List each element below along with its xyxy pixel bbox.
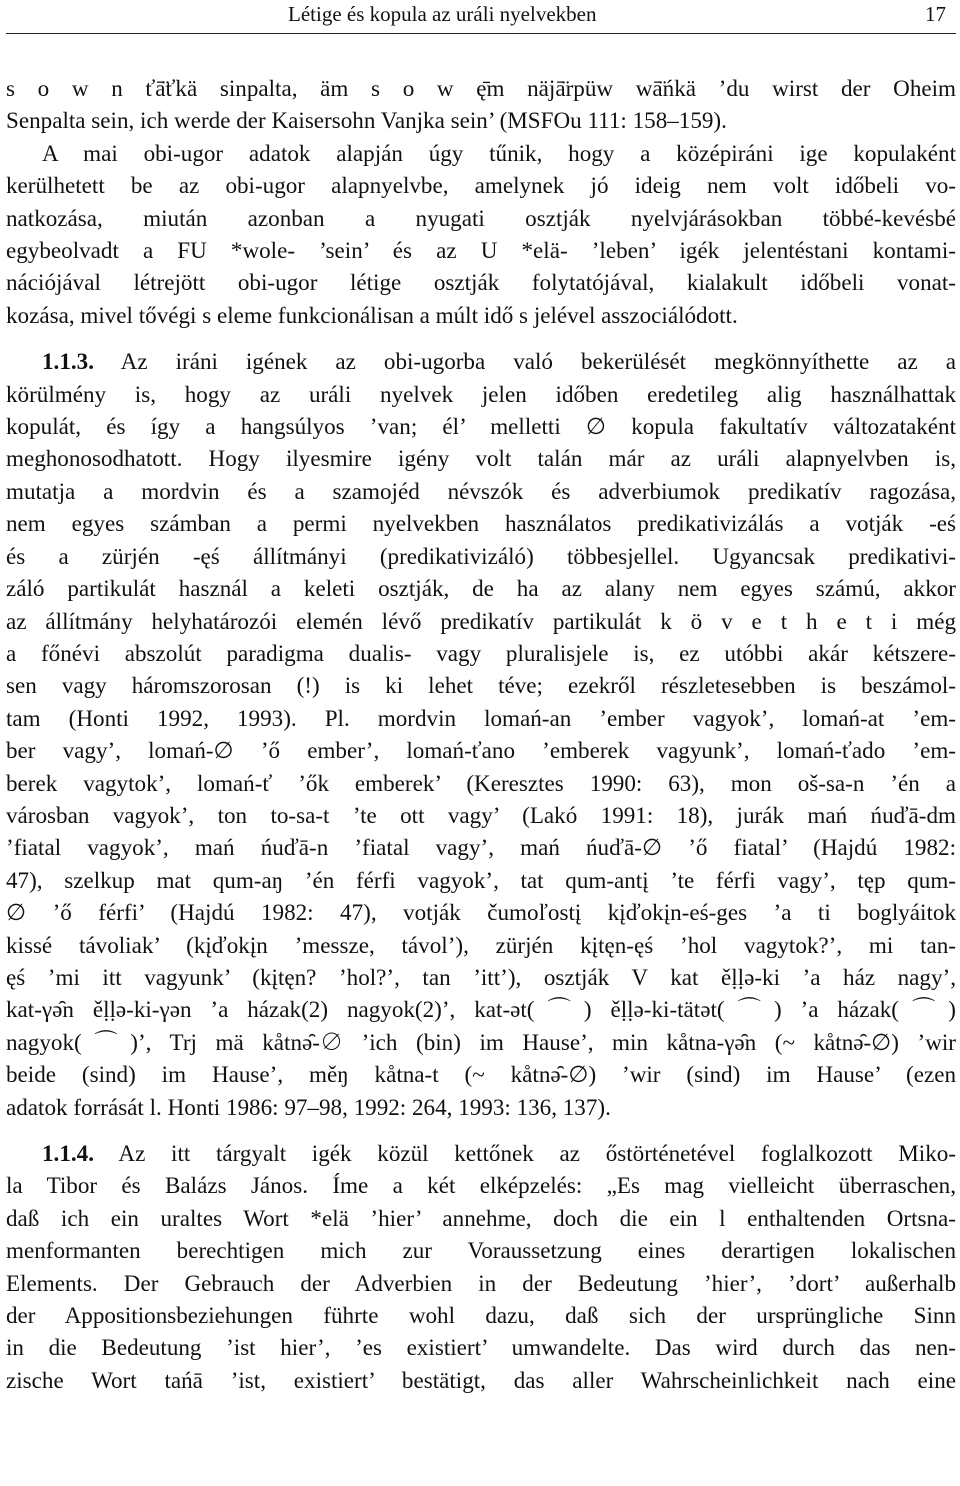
text-line: a főnévi abszolút paradigma dualis- vagy pluralisjele is, ez utóbbi akár kétszere-: [6, 639, 956, 666]
text-line: 47), szelkup mat qum-aŋ ’én férfi vagyok’, tat qum-antį ’te férfi vagy’, tęp qum-: [6, 866, 956, 893]
text-line: ∅ ’ő férfi’ (Hajdú 1982: 47), votják čumoľostį kįďokįn-eś-ges ’a ti boglyáitok: [6, 899, 956, 926]
text-line: ęś ’mi itt vagyunk’ (kįtęn? ’hol?’, tan ’itt’), osztják V kat ěḷḷə-ki ’a ház nagy’,: [6, 963, 956, 990]
text-line: zische Wort tańā ’ist, existiert’ bestätigt, das aller Wahrscheinlichkeit nach eine: [6, 1366, 956, 1393]
text-line: menformanten berechtigen mich zur Voraussetzung eines derartigen lokalischen: [6, 1237, 956, 1264]
text-line: kissé távoliak’ (kįďokįn ’messze, távol’), zürjén kįtęn-ęś ’hol vagytok?’, mi tan-: [6, 931, 956, 958]
text-line: meghonosodhatott. Hogy ilyesmire igény volt talán már az uráli alapnyelvben is,: [6, 445, 956, 472]
text-span: Az iráni igének az obi-ugorba való bekerülését megkönnyíthette az a: [93, 348, 956, 375]
text-line: kerülhetett be az obi-ugor alapnyelvbe, amelynek jó ideig nem volt időbeli vo-: [6, 172, 956, 199]
text-line: tam (Honti 1992, 1993). Pl. mordvin lomań-an ’ember vagyok’, lomań-at ’em-: [6, 704, 956, 731]
section-number: 1.1.4.: [42, 1140, 94, 1166]
text-line: nációjával létrejött obi-ugor létige osztják folytatójával, kialakult időbeli vonat-: [6, 269, 956, 296]
text-span: Az itt tárgyalt igék közül kettőnek az őstörténetével foglalkozott Miko-: [93, 1140, 956, 1166]
section-number: 1.1.3.: [42, 348, 94, 375]
text-line: az állítmány helyhatározói elemén lévő predikatív partikulát k ö v e t h e t i még: [6, 607, 956, 634]
text-line: beide (sind) im Hause’, měŋ kåtna-t (~ kåtnə̑-∅) ’wir (sind) im Hause’ (ezen: [6, 1061, 956, 1088]
paragraph-first-line: A mai obi-ugor adatok alapján úgy tűnik, hogy a középiráni ige kopulaként: [42, 139, 956, 166]
text-line: egybeolvadt a FU *wole- ’sein’ és az U *elä- ’leben’ igék jelentéstani kontami-: [6, 237, 956, 264]
text-line: városban vagyok’, ton to-sa-t ’te ott vagy’ (Lakó 1991: 18), jurák mań ńuďā-dm: [6, 801, 956, 828]
running-header: [6, 0, 956, 34]
text-line: kozása, mivel tővégi s eleme funkcionálisan a múlt idő s jelével asszociálódott.: [6, 301, 738, 328]
text-line: nem egyes számban a permi nyelvekben használatos predikativizálás a votják -eś: [6, 510, 956, 537]
text-line: záló partikulát használ a keleti osztják, de ha az alany nem egyes számú, akkor: [6, 575, 956, 602]
text-line: mutatja a mordvin és a szamojéd névszók és adverbiumok predikatív ragozása,: [6, 477, 956, 504]
text-line: ber vagy’, lomań-∅ ’ő ember’, lomań-ťano ’emberek vagyunk’, lomań-ťado ’em-: [6, 737, 956, 764]
text-line: natkozása, miután azonban a nyugati osztják nyelvjárásokban többé-kevésbé: [6, 204, 956, 231]
section-first-line: [6, 345, 956, 377]
text-line: Senpalta sein, ich werde der Kaisersohn Vanjka sein’ (MSFOu 111: 158–159).: [6, 107, 727, 134]
text-line: Elements. Der Gebrauch der Adverbien in der Bedeutung ’hier’, ’dort’ außerhalb: [6, 1269, 956, 1296]
running-title: Létige és kopula az uráli nyelvekben: [288, 2, 597, 26]
text-line: in die Bedeutung ’ist hier’, ’es existiert’ umwandelte. Das wird durch das nen-: [6, 1334, 956, 1361]
text-line: daß ich ein uraltes Wort *elä ’hier’ annehme, doch die ein l enthaltenden Ortsna-: [6, 1204, 956, 1231]
text-line: der Appositionsbeziehungen führte wohl dazu, daß sich der ursprüngliche Sinn: [6, 1302, 956, 1329]
text-line: kat-γə̑n ěḷḷə-ki-γən ’a házak(2) nagyok(2)’, kat-ət(⌒) ěḷḷə-ki-tätət(⌒) ’a házak(⌒): [6, 996, 956, 1023]
text-line: nagyok(⌒)’, Trj mä kåtnə̑-∅ ’ich (bin) im Hause’, min kåtna-γə̑n (~ kåtnə̑-∅) ’wir: [6, 1028, 956, 1055]
text-line: berek vagytok’, lomań-ť ’ők emberek’ (Keresztes 1990: 63), mon oš-sa-n ’én a: [6, 769, 956, 796]
text-line: la Tibor és Balázs János. Íme a két elképzelés: „Es mag vielleicht überraschen,: [6, 1172, 956, 1199]
body-text: [6, 72, 956, 1396]
text-line: ’fiatal vagyok’, mań ńuďā-n ’fiatal vagy’, mań ńuďā-∅ ’ő fiatal’ (Hajdú 1982:: [6, 834, 956, 861]
text-line: sen vagy háromszorosan (!) is ki lehet téve; ezekről részletesebben is beszámol-: [6, 672, 956, 699]
section-first-line: [6, 1137, 956, 1169]
page-number: 17: [925, 2, 946, 26]
text-line: körülmény is, hogy az uráli nyelvek jelen időben eredetileg alig használhattak: [6, 380, 956, 407]
text-line: és a zürjén -ęś állítmányi (predikativizáló) többesjellel. Ugyancsak predikativi-: [6, 542, 956, 569]
text-line: kopulát, és így a hangsúlyos ’van; él’ melletti ∅ kopula fakultatív változataként: [6, 413, 956, 440]
text-line: s o w n ťā̈ťkä sinpalta, äm s o w ę̄m näjā̈rpüw wā̈ńkä ’du wirst der Oheim: [6, 75, 956, 101]
text-line: adatok forrását l. Honti 1986: 97–98, 1992: 264, 1993: 136, 137).: [6, 1093, 611, 1120]
